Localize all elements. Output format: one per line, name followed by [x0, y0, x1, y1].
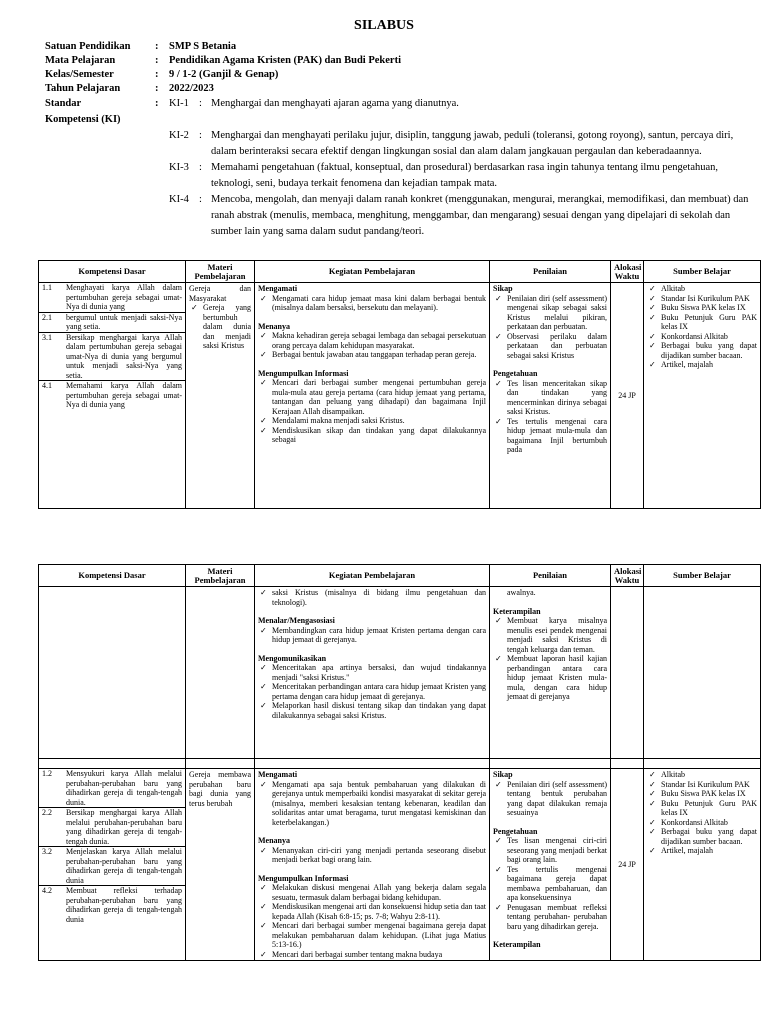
header-materi: Materi Pembelajaran — [186, 565, 255, 587]
penilaian-cell: Sikap ✓ Penilaian diri (self assessment) tentang bentuk perubahan yang dapat dilakukan remaja sesuainya Pengetahuan ✓ Tes lisan mengenai ciri-ciri seseorang yang menjadi berkat bagi orang lain. ✓ Tes tertulis mengenai bagaimana gereja dapat membawa pembaharuan, dan apa konsekuensinya ✓ Penugasan membuat refleksi tentang perubahan- perubahan baru yang dihadirkan gereja. Keterampilan — [490, 769, 611, 961]
ki-colon: : — [199, 194, 202, 205]
materi-cell — [186, 587, 255, 759]
kegiatan-item: ✓ Mendiskusikan mengenai arti dan konsekuensi hidup setia dan taat kepada Allah (Kisah 6:8-15; ps. 7-8; Wahyu 2:8-11). — [258, 902, 486, 921]
ki-row — [45, 192, 760, 240]
penilaian-item: ✓ Penilaian diri (self assessment) tentang bentuk perubahan yang dapat dilakukan remaja sesuainya — [493, 780, 607, 818]
sumber-item: ✓ Artikel, majalah — [647, 846, 757, 856]
alokasi-cell: 24 JP — [611, 769, 644, 961]
kd-item: 4.1 Memahami karya Allah dalam pertumbuhan gereja sebagai umat-Nya di dunia yang — [42, 381, 182, 409]
info-colon: : — [155, 55, 159, 66]
alokasi-cell: 24 JP — [611, 283, 644, 509]
kegiatan-item: ✓ Melakukan diskusi mengenai Allah yang bekerja dalam segala sesuatu, termasuk dalam berbagai bidang kehidupan. — [258, 883, 486, 902]
penilaian-item: ✓ Membuat karya misalnya menulis esei pendek mengenai menjadi saksi Kristus di tengah keluarga dan teman. — [493, 616, 607, 654]
ki-label: Standar Kompetensi (KI) — [45, 98, 121, 125]
sumber-item: ✓ Buku Petunjuk Guru PAK kelas IX — [647, 313, 757, 332]
kegiatan-item: ✓ saksi Kristus (misalnya di bidang ilmu pengetahuan dan teknologi). — [258, 588, 486, 607]
sumber-item: ✓ Buku Siswa PAK kelas IX — [647, 303, 757, 313]
penilaian-item: ✓ Tes lisan menceritakan sikap dan tindakan yang mencerminkan dirinya sebagai saksi Kristus. — [493, 379, 607, 417]
kegiatan-item: ✓ Menceritakan perbandingan antara cara hidup jemaat Kristen yang pertama dengan cara hidup jemaat di gerejanya. — [258, 682, 486, 701]
sumber-item: ✓ Berbagai buku yang dapat dijadikan sumber bacaan. — [647, 341, 757, 360]
ki-code: KI-2 — [169, 130, 189, 141]
ki-row — [45, 160, 760, 192]
kegiatan-item: ✓ Mendalami makna menjadi saksi Kristus. — [258, 416, 486, 426]
header-kegiatan: Kegiatan Pembelajaran — [255, 565, 490, 587]
kegiatan-cell: ✓ saksi Kristus (misalnya di bidang ilmu pengetahuan dan teknologi). Menalar/Mengasosiasi ✓ Membandingkan cara hidup jemaat Kristen pertama dengan cara hidup jemaat di gerejanya. Mengomunikasikan ✓ Menceritakan apa artinya bersaksi, dan wujud tindakannya menjadi "saksi Kristus." ✓ Menceritakan perbandingan antara cara hidup jemaat Kristen yang pertama dengan cara hidup jemaat di gerejanya. ✓ Melaporkan hasil diskusi tentang sikap dan tindakan yang dapat dilakukannya sebagai saksi Kristus. — [255, 587, 490, 759]
ki-text: Menghargai dan menghayati ajaran agama yang dianutnya. — [211, 98, 459, 109]
penilaian-item: ✓ Tes tertulis mengenai cara hidup jemaat mula-mula dan bagaimana Injil bertumbuh pada — [493, 417, 607, 455]
ki-colon: : — [199, 162, 202, 173]
sumber-cell — [644, 769, 761, 961]
kd-item: 4.2 Membuat refleksi terhadap perubahan-perubahan baru yang dihadirkan gereja di tengah-tengah dunia — [42, 886, 182, 924]
penilaian-item: ✓ Penugasan membuat refleksi tentang perubahan- perubahan baru yang dihadirkan gereja. — [493, 903, 607, 932]
ki-code: KI-1 — [169, 98, 189, 109]
sumber-item: ✓ Berbagai buku yang dapat dijadikan sumber bacaan. — [647, 827, 757, 846]
kd-item: 1.1 Menghayati karya Allah dalam pertumbuhan gereja sebagai umat-Nya di dunia yang — [42, 283, 182, 311]
kd-item: 2.2 Bersikap menghargai karya Allah melalui perubahan-perubahan baru yang dihadirkan gereja di tengah- tengah dunia. — [42, 808, 182, 846]
header-kompetensi-dasar: Kompetensi Dasar — [39, 261, 186, 283]
header-sumber: Sumber Belajar — [644, 261, 761, 283]
info-colon: : — [155, 69, 159, 80]
ki-code: KI-3 — [169, 162, 189, 173]
info-label: Mata Pelajaran — [45, 55, 116, 66]
penilaian-item: ✓ Observasi perilaku dalam perkataan dan perbuatan sebagai saksi Kristus — [493, 332, 607, 361]
info-value: 2022/2023 — [169, 83, 214, 94]
ki-text: Menghargai dan menghayati perilaku jujur, disiplin, tanggung jawab, peduli (toleransi, gotong royong), santun, percaya diri, dalam berinteraksi secara efektif dengan lingkungan sosial dan alam dalam jangkauan pergaulan dan keberadaannya. — [211, 130, 734, 157]
header-alokasi: Alokasi Waktu — [611, 565, 644, 587]
sumber-item: ✓ Standar Isi Kurikulum PAK — [647, 294, 757, 304]
penilaian-item: ✓ Tes lisan mengenai ciri-ciri seseorang yang menjadi berkat bagi orang lain. — [493, 836, 607, 865]
kd-item: 3.1 Bersikap menghargai karya Allah dalam pertumbuhan gereja sebagai umat-Nya di dunia yang bergumul untuk menjadi saksi-Nya yang setia. — [42, 332, 182, 380]
alokasi-cell — [611, 587, 644, 759]
kegiatan-item: ✓ Menceritakan apa artinya bersaksi, dan wujud tindakannya menjadi "saksi Kristus." — [258, 663, 486, 682]
ki-text: Memahami pengetahuan (faktual, konseptual, dan prosedural) berdasarkan rasa ingin tahunya tentang ilmu pengetahuan, teknologi, seni, budaya terkait fenomena dan kejadian tampak mata. — [211, 162, 719, 189]
sumber-item: ✓ Konkordansi Alkitab — [647, 818, 757, 828]
info-row — [45, 82, 760, 96]
header-penilaian: Penilaian — [490, 261, 611, 283]
kegiatan-cell: Mengamati ✓ Mengamati apa saja bentuk pembaharuan yang dilakukan di gerejanya untuk memperbaiki kondisi masyarakat di sekitar gereja (misalnya, memberi kesaksian tentang kebenaran, keadilan dan solidaritas antar umat beragama, turut mengatasi kemiskinan dan keterbelakangan.) Menanya ✓ Menanyakan ciri-ciri yang menjadi pertanda seseorang disebut menjadi berkat bagi orang lain. Mengumpulkan Informasi ✓ Melakukan diskusi mengenai Allah yang bekerja dalam segala sesuatu, termasuk dalam berbagai bidang kehidupan. ✓ Mendiskusikan mengenai arti dan konsekuensi hidup setia dan taat kepada Allah (Kisah 6:8-15; ps. 7-8; Wahyu 2:8-11). ✓ Mencari dari berbagai sumber mengenai bagaimana gereja dapat melakukan pembaharuan dalam kehidupan. (Lihat juga Matius 5:13-16.) ✓ Mencari dari berbagai sumber tentang makna budaya — [255, 769, 490, 961]
sumber-item: ✓ Buku Siswa PAK kelas IX — [647, 789, 757, 799]
penilaian-item: ✓ Membuat laporan hasil kajian perbandingan antara cara hidup jemaat Kristen mula-mula, dengan cara hidup jemaat di gerejanya — [493, 654, 607, 702]
ki-row — [45, 96, 760, 128]
info-value: Pendidikan Agama Kristen (PAK) dan Budi Pekerti — [169, 55, 401, 66]
info-row — [45, 40, 760, 54]
info-colon: : — [155, 41, 159, 52]
sumber-item: ✓ Buku Petunjuk Guru PAK kelas IX — [647, 799, 757, 818]
kegiatan-item: ✓ Mencari dari berbagai sumber mengenai bagaimana gereja dapat melakukan pembaharuan dalam kehidupan. (Lihat juga Matius 5:13-16.) — [258, 921, 486, 950]
penilaian-item: ✓ Tes tertulis mengenai bagaimana gereja dapat membawa pembaharuan, dan apa konsekuensinya — [493, 865, 607, 903]
header-materi: Materi Pembelajaran — [186, 261, 255, 283]
kd-cell — [39, 769, 186, 961]
info-row — [45, 54, 760, 68]
kegiatan-item: ✓ Berbagai bentuk jawaban atau tanggapan terhadap peran gereja. — [258, 350, 486, 360]
kd-cell — [39, 283, 186, 509]
kegiatan-item: ✓ Makna kehadiran gereja sebagai lembaga dan sebagai persekutuan orang percaya dalam kehidupan masyarakat. — [258, 331, 486, 350]
kegiatan-item: ✓ Melaporkan hasil diskusi tentang sikap dan tindakan yang dapat dilakukannya sebagai saksi Kristus. — [258, 701, 486, 720]
sumber-cell — [644, 587, 761, 759]
ki-colon: : — [199, 98, 202, 109]
header-kegiatan: Kegiatan Pembelajaran — [255, 261, 490, 283]
header-penilaian: Penilaian — [490, 565, 611, 587]
info-label: Tahun Pelajaran — [45, 83, 121, 94]
info-colon: : — [155, 98, 159, 109]
kd-item: 2.1 bergumul untuk menjadi saksi-Nya yang setia. — [42, 312, 182, 331]
penilaian-cell: Sikap ✓ Penilaian diri (self assessment) mengenai sikap sebagai saksi Kristus melalui pikiran, perkataan dan perbuatan. ✓ Observasi perilaku dalam perkataan dan perbuatan sebagai saksi Kristus Pengetahuan ✓ Tes lisan menceritakan sikap dan tindakan yang mencerminkan dirinya sebagai saksi Kristus. ✓ Tes tertulis mengenai cara hidup jemaat mula-mula dan bagaimana Injil bertumbuh pada — [490, 283, 611, 509]
penilaian-cell: awalnya. Keterampilan ✓ Membuat karya misalnya menulis esei pendek mengenai menjadi saksi Kristus di tengah keluarga dan teman. ✓ Membuat laporan hasil kajian perbandingan antara cara hidup jemaat Kristen mula-mula, dengan cara hidup jemaat di gerejanya — [490, 587, 611, 759]
ki-text: Mencoba, mengolah, dan menyaji dalam ranah konkret (menggunakan, mengurai, merangkai, memodifikasi, dan membuat) dan ranah abstrak (menulis, membaca, menghitung, menggambar, dan mengarang) sesuai dengan yang dipelajari di sekolah dan sumber lain yang sama dalam sudut pandang/teori. — [211, 194, 749, 237]
sumber-cell — [644, 283, 761, 509]
kegiatan-item: ✓ Menanyakan ciri-ciri yang menjadi pertanda seseorang disebut menjadi berkat bagi orang lain. — [258, 846, 486, 865]
sumber-item: ✓ Alkitab — [647, 284, 757, 294]
kegiatan-item: ✓ Membandingkan cara hidup jemaat Kristen pertama dengan cara hidup jemaat di gerejanya. — [258, 626, 486, 645]
ki-colon: : — [199, 130, 202, 141]
materi-item: ✓ Gereja yang bertumbuh dalam dunia dan menjadi saksi Kristus — [189, 303, 251, 351]
sumber-item: ✓ Alkitab — [647, 770, 757, 780]
kegiatan-item: ✓ Mengamati cara hidup jemaat masa kini dalam berbagai bentuk (misalnya dalam bersaksi, bersekutu dan melayani). — [258, 294, 486, 313]
kegiatan-item: ✓ Mencari dari berbagai sumber mengenai pertumbuhan gereja mula-mula atau gereja pertama (cara hidup jemaat yang pertama, tantangan dan peluang yang dihadapi) dan bagaimana Injil Kerajaan Allah disampaikan. — [258, 378, 486, 416]
syllabus-table-1 — [38, 260, 761, 509]
info-colon: : — [155, 83, 159, 94]
kd-cell — [39, 587, 186, 759]
sumber-item: ✓ Standar Isi Kurikulum PAK — [647, 780, 757, 790]
info-label: Kelas/Semester — [45, 69, 114, 80]
kegiatan-cell: Mengamati ✓ Mengamati cara hidup jemaat masa kini dalam berbagai bentuk (misalnya dalam bersaksi, bersekutu dan melayani). Menanya ✓ Makna kehadiran gereja sebagai lembaga dan sebagai persekutuan orang percaya dalam kehidupan masyarakat. ✓ Berbagai bentuk jawaban atau tanggapan terhadap peran gereja. Mengumpulkan Informasi ✓ Mencari dari berbagai sumber mengenai pertumbuhan gereja mula-mula atau gereja pertama (cara hidup jemaat yang pertama, tantangan dan peluang yang dihadapi) dan bagaimana Injil Kerajaan Allah disampaikan. ✓ Mendalami makna menjadi saksi Kristus. ✓ Mendiskusikan sikap dan tindakan yang dapat dilakukannya sebagai — [255, 283, 490, 509]
info-row — [45, 68, 760, 82]
penilaian-item: ✓ Penilaian diri (self assessment) mengenai sikap sebagai saksi Kristus melalui pikiran, perkataan dan perbuatan. — [493, 294, 607, 332]
syllabus-table-2 — [38, 564, 761, 961]
sumber-item: ✓ Artikel, majalah — [647, 360, 757, 370]
header-kompetensi-dasar: Kompetensi Dasar — [39, 565, 186, 587]
ki-row — [45, 128, 760, 160]
kd-item: 3.2 Menjelaskan karya Allah melalui perubahan-perubahan baru yang dihadirkan gereja di tengah-tengah dunia — [42, 847, 182, 885]
info-value: SMP S Betania — [169, 41, 237, 52]
info-label: Satuan Pendidikan — [45, 41, 131, 52]
syllabus-info — [45, 40, 760, 240]
ki-code: KI-4 — [169, 194, 189, 205]
materi-cell: Gereja dan Masyarakat ✓ Gereja yang bertumbuh dalam dunia dan menjadi saksi Kristus — [186, 283, 255, 509]
header-sumber: Sumber Belajar — [644, 565, 761, 587]
materi-cell: Gereja membawa perubahan baru bagi dunia yang terus berubah — [186, 769, 255, 961]
ki-block — [45, 96, 760, 240]
page-title: SILABUS — [354, 18, 414, 33]
kegiatan-item: ✓ Mendiskusikan sikap dan tindakan yang dapat dilakukannya sebagai — [258, 426, 486, 445]
header-alokasi: Alokasi Waktu — [611, 261, 644, 283]
kegiatan-item: ✓ Mencari dari berbagai sumber tentang makna budaya — [258, 950, 486, 960]
kegiatan-item: ✓ Mengamati apa saja bentuk pembaharuan yang dilakukan di gerejanya untuk memperbaiki kondisi masyarakat di sekitar gereja (misalnya, memberi kesaksian tentang kebenaran, keadilan dan solidaritas antar umat beragama, turut mengatasi kemiskinan dan keterbelakangan.) — [258, 780, 486, 828]
sumber-item: ✓ Konkordansi Alkitab — [647, 332, 757, 342]
kd-item: 1.2 Mensyukuri karya Allah melalui perubahan-perubahan baru yang dihadirkan gereja di tengah-tengah dunia. — [42, 769, 182, 807]
info-value: 9 / 1-2 (Ganjil & Genap) — [169, 69, 279, 80]
